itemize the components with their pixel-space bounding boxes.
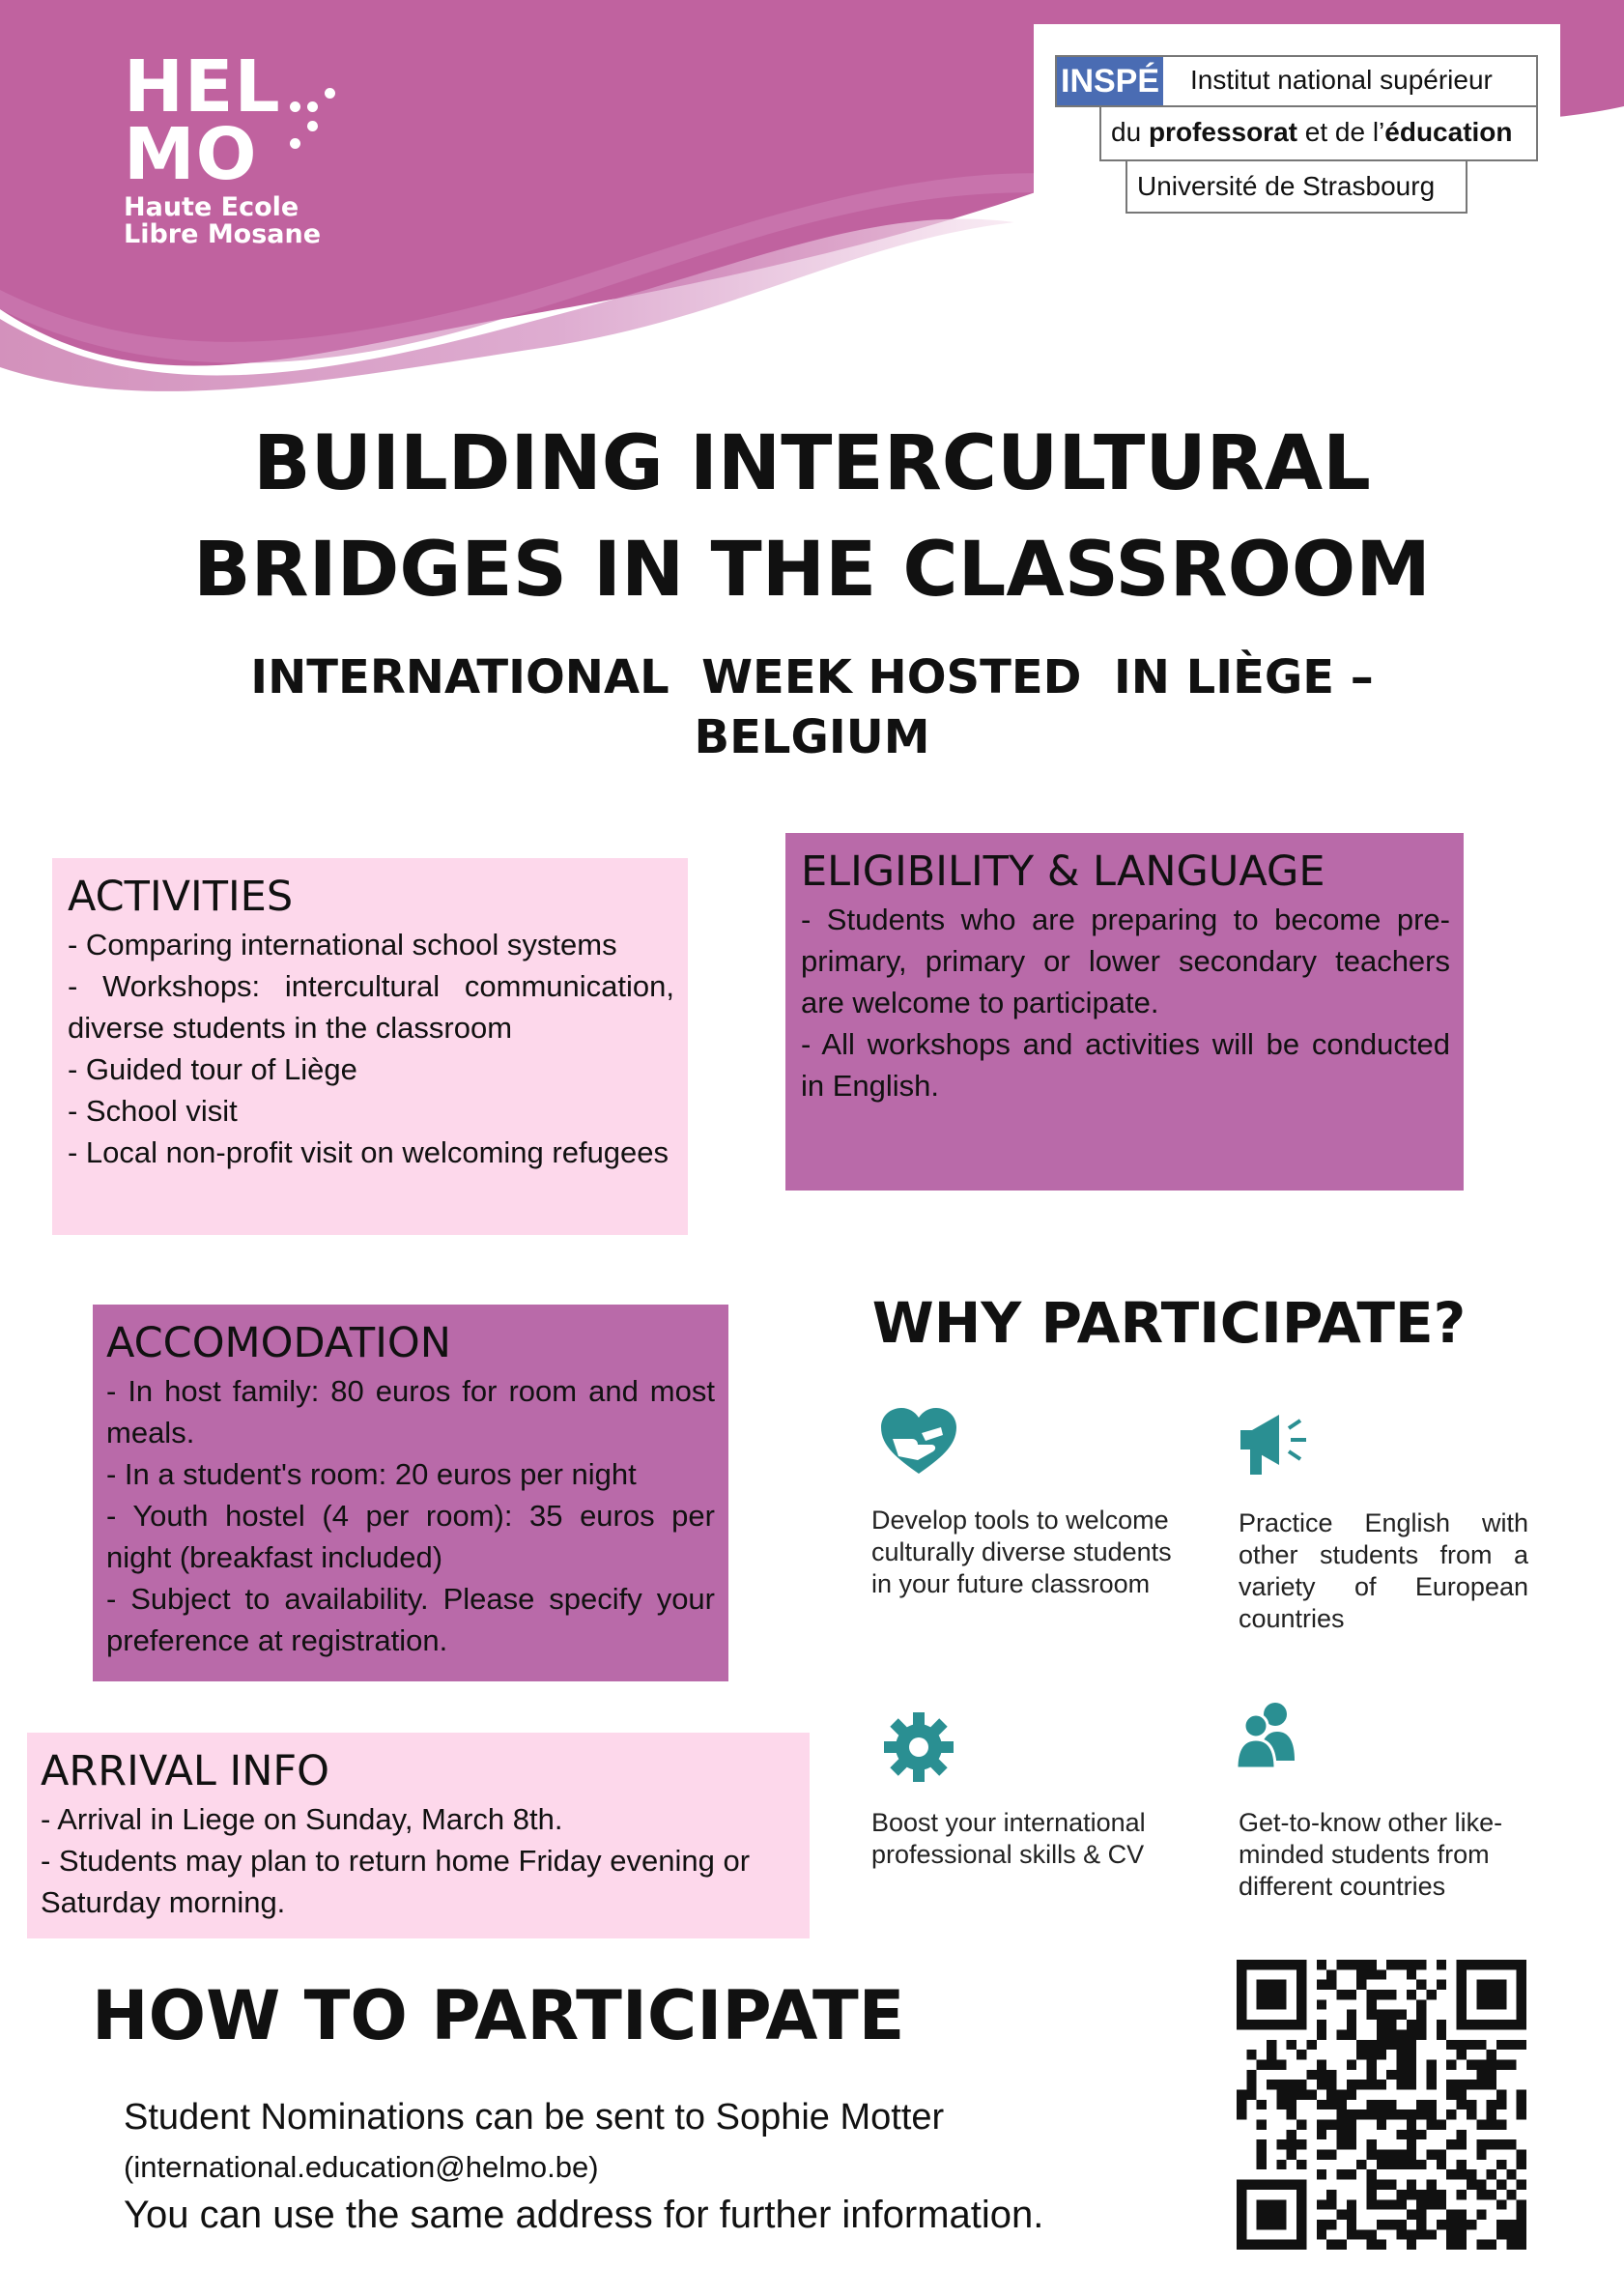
inspe-line3: Université de Strasbourg (1137, 171, 1436, 201)
helmo-logo-line2: MO (124, 113, 258, 196)
activities-item: - Guided tour of Liège (68, 1052, 357, 1086)
eligibility-item: - All workshops and activities will be conducted in English. (801, 1027, 1450, 1103)
why-item-text: Boost your international professional skills & CV (871, 1808, 1146, 1869)
helmo-logo-line1: HEL (124, 45, 281, 129)
inspe-line2-box (1099, 105, 1538, 161)
page-title (0, 411, 1624, 623)
arrival-item: - Arrival in Liege on Sunday, March 8th. (41, 1802, 563, 1836)
eligibility-heading: ELIGIBILITY & LANGUAGE (801, 847, 1325, 896)
inspe-mark: INSPÉ (1057, 57, 1163, 105)
helmo-logo (124, 45, 322, 249)
arrival-box (27, 1733, 810, 1938)
heart-hands-icon (879, 1406, 958, 1476)
how-email[interactable]: (international.education@helmo.be) (124, 2150, 599, 2184)
why-item-text: Develop tools to welcome culturally diverse students in your future classroom (871, 1506, 1172, 1598)
subtitle-line1: INTERNATIONAL WEEK HOSTED IN LIÈGE – (250, 650, 1374, 704)
helmo-logo-sub1: Haute Ecole (124, 192, 299, 222)
how-to-participate-heading: HOW TO PARTICIPATE (92, 1976, 905, 2055)
arrival-item: - Students may plan to return home Friday evening or Saturday morning. (41, 1844, 751, 1919)
why-item-text: Get-to-know other like-minded students from different countries (1239, 1808, 1503, 1901)
arrival-heading: ARRIVAL INFO (41, 1747, 329, 1795)
why-participate-heading: WHY PARTICIPATE? (871, 1290, 1467, 1356)
inspe-line1-box (1055, 55, 1538, 107)
people-icon (1235, 1701, 1296, 1770)
accommodation-item: - Youth hostel (4 per room): 35 euros per night (breakfast included) (106, 1499, 715, 1574)
eligibility-box (785, 833, 1464, 1191)
accommodation-item: - In host family: 80 euros for room and most meals. (106, 1374, 715, 1449)
eligibility-item: - Students who are preparing to become pre-primary, primary or lower secondary teachers are welcome to participate. (801, 903, 1450, 1019)
activities-heading: ACTIVITIES (68, 873, 294, 921)
helmo-logo-sub2: Libre Mosane (124, 219, 322, 249)
activities-box (52, 858, 688, 1235)
inspe-line3-box (1125, 159, 1467, 214)
activities-item: - School visit (68, 1094, 238, 1128)
why-item-text: Practice English with other students from a variety of European countries (1239, 1508, 1528, 1633)
page-subtitle (0, 647, 1624, 767)
inspe-line1: Institut national supérieur (1190, 65, 1493, 95)
title-line2: BRIDGES IN THE CLASSROOM (193, 527, 1431, 614)
title-line1: BUILDING INTERCULTURAL (253, 420, 1371, 507)
gear-icon (884, 1712, 954, 1782)
inspe-logo (1034, 24, 1560, 237)
accommodation-heading: ACCOMODATION (106, 1319, 451, 1367)
activities-item: - Comparing international school systems (68, 928, 617, 961)
accommodation-item: - Subject to availability. Please specify your preference at registration. (106, 1582, 715, 1657)
how-line3: You can use the same address for further information. (124, 2194, 1044, 2236)
inspe-line2: du professorat et de l’éducation (1111, 117, 1513, 147)
megaphone-icon (1239, 1409, 1312, 1478)
accommodation-item: - In a student's room: 20 euros per night (106, 1457, 637, 1491)
qr-code[interactable] (1237, 1960, 1526, 2250)
activities-item: - Local non-profit visit on welcoming refugees (68, 1135, 670, 1169)
activities-item: - Workshops: intercultural communication, diverse students in the classroom (68, 969, 674, 1045)
subtitle-line2: BELGIUM (694, 710, 930, 764)
accommodation-box (93, 1305, 728, 1681)
how-line1: Student Nominations can be sent to Sophie Motter (124, 2097, 945, 2138)
